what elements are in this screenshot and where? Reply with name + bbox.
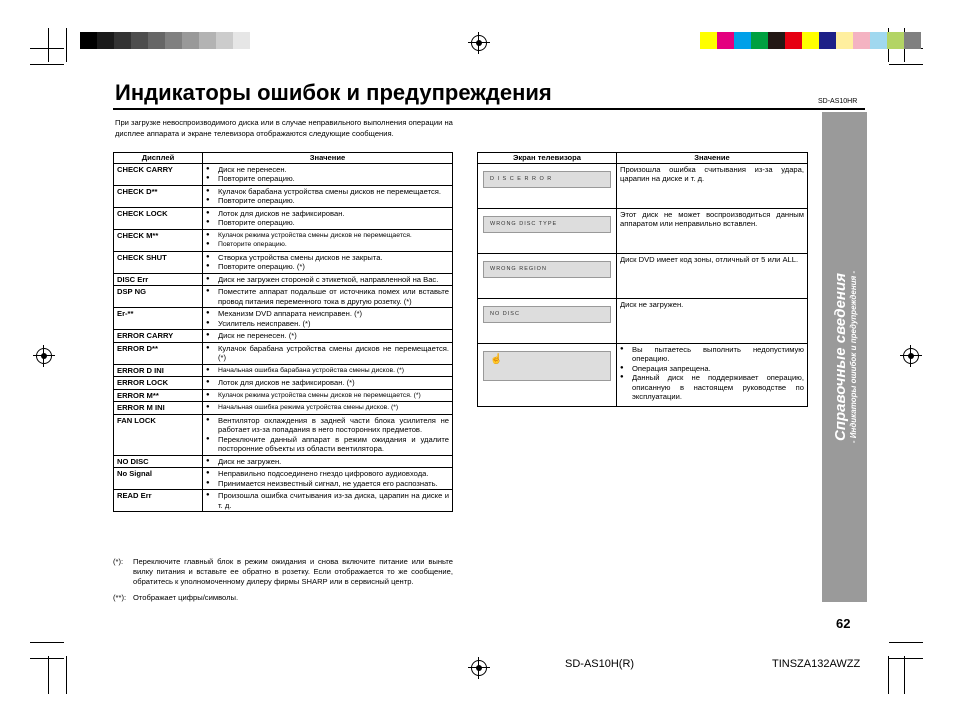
error-code: ERROR LOCK — [114, 377, 203, 390]
table-row — [114, 185, 453, 207]
table-row — [114, 364, 453, 377]
error-code: ERROR M** — [114, 389, 203, 402]
meaning-item: ● Створка устройства смены дисков не закрыта. — [206, 253, 449, 263]
color-calibration-bar — [700, 32, 921, 49]
tv-screen-cell — [478, 253, 617, 298]
meaning-item: ● Вентилятор охлаждения в задней части блока усилителя не работает из-за попадания в него посторонних предметов. — [206, 416, 449, 435]
footnote-text: Отображает цифры/символы. — [133, 593, 239, 602]
error-meaning — [203, 185, 453, 207]
column-header-meaning: Значение — [617, 153, 808, 164]
meaning-item: ● Диск не перенесен. (*) — [206, 331, 449, 341]
tv-screen-cell — [478, 298, 617, 343]
registration-target-icon — [471, 660, 487, 676]
footnotes — [113, 557, 453, 603]
color-swatch — [182, 32, 199, 49]
section-tab — [822, 112, 867, 602]
error-code: DISC Err — [114, 273, 203, 286]
tv-screen-message: WRONG REGION — [483, 261, 611, 279]
color-swatch — [700, 32, 717, 49]
meaning-item: ● Вы пытаетесь выполнить недопустимую операцию. — [620, 345, 804, 364]
color-swatch — [114, 32, 131, 49]
meaning-item: ● Кулачок барабана устройства смены дисков не перемещается. — [206, 187, 449, 197]
table-row — [114, 163, 453, 185]
table-row — [114, 490, 453, 512]
table-row — [114, 389, 453, 402]
table-row — [114, 286, 453, 308]
error-meaning — [203, 273, 453, 286]
meaning-item: ● Лоток для дисков не зафиксирован. (*) — [206, 378, 449, 388]
footnote — [113, 557, 453, 587]
meaning-item: ● Операция запрещена. — [620, 364, 804, 374]
meaning-item: ● Повторите операцию. — [206, 218, 449, 228]
meaning-item: ● Начальная ошибка барабана устройства смены дисков. (*) — [206, 366, 449, 376]
error-code: ERROR D** — [114, 342, 203, 364]
table-row — [478, 253, 808, 298]
error-code: No Signal — [114, 468, 203, 490]
title-rule — [113, 108, 865, 110]
tv-screen-cell — [478, 163, 617, 208]
model-label: SD-AS10HR — [818, 98, 858, 105]
color-swatch — [802, 32, 819, 49]
meaning-item: ● Повторите операцию. (*) — [206, 262, 449, 272]
error-code: CHECK LOCK — [114, 207, 203, 229]
meaning-item: ● Повторите операцию. — [206, 174, 449, 184]
screen-meaning: Этот диск не может воспроизводиться данным аппаратом или неправильно вставлен. — [617, 208, 808, 253]
color-swatch — [785, 32, 802, 49]
table-row — [114, 468, 453, 490]
tv-screen-message — [483, 351, 611, 381]
error-meaning — [203, 330, 453, 343]
meaning-item: ● Данный диск не поддерживает операцию, описанную в настоящем руководстве по эксплуатации. — [620, 373, 804, 402]
tv-screen-table — [477, 152, 808, 407]
error-code: CHECK SHUT — [114, 251, 203, 273]
meaning-item: ● Усилитель неисправен. (*) — [206, 319, 449, 329]
meaning-item: ● Неправильно подсоединено гнездо цифрового аудиовхода. — [206, 469, 449, 479]
table-row — [478, 163, 808, 208]
color-swatch — [97, 32, 114, 49]
color-swatch — [80, 32, 97, 49]
meaning-item: ● Механизм DVD аппарата неисправен. (*) — [206, 309, 449, 319]
error-meaning — [203, 377, 453, 390]
meaning-item: ● Кулачок режима устройства смены дисков не перемещается. (*) — [206, 391, 449, 401]
table-row — [114, 402, 453, 415]
page-title: Индикаторы ошибок и предупреждения — [115, 80, 552, 105]
error-code: READ Err — [114, 490, 203, 512]
error-meaning — [203, 163, 453, 185]
color-swatch — [751, 32, 768, 49]
column-header-display: Дисплей — [114, 153, 203, 164]
meaning-item: ● Кулачок барабана устройства смены дисков не перемещается. (*) — [206, 344, 449, 363]
tv-screen-cell — [478, 208, 617, 253]
error-code: NO DISC — [114, 455, 203, 468]
table-row — [114, 377, 453, 390]
footer-model: SD-AS10H(R) — [565, 658, 635, 670]
footer-code: TINSZA132AWZZ — [772, 658, 861, 670]
footnote — [113, 593, 453, 603]
meaning-item: ● Диск не перенесен. — [206, 165, 449, 175]
color-swatch — [233, 32, 250, 49]
error-code: ERROR CARRY — [114, 330, 203, 343]
color-swatch — [216, 32, 233, 49]
table-row — [114, 342, 453, 364]
registration-target-icon — [36, 348, 52, 364]
section-tab-title: Справочные сведения — [831, 273, 849, 441]
table-row — [114, 308, 453, 330]
error-code: ERROR D INI — [114, 364, 203, 377]
column-header-meaning: Значение — [203, 153, 453, 164]
column-header-screen: Экран телевизора — [478, 153, 617, 164]
error-code: FAN LOCK — [114, 414, 203, 455]
error-code: Er-** — [114, 308, 203, 330]
error-meaning — [203, 389, 453, 402]
color-swatch — [819, 32, 836, 49]
page-number: 62 — [836, 616, 851, 631]
error-meaning — [203, 490, 453, 512]
error-code: CHECK D** — [114, 185, 203, 207]
error-code: CHECK CARRY — [114, 163, 203, 185]
screen-meaning — [617, 343, 808, 406]
meaning-item: ● Диск не загружен стороной с этикеткой, направленной на Вас. — [206, 275, 449, 285]
meaning-item: ● Повторите операцию. — [206, 240, 449, 250]
display-error-table — [113, 152, 453, 512]
color-swatch — [904, 32, 921, 49]
screen-meaning: Произошла ошибка считывания из-за удара, царапин на диске и т. д. — [617, 163, 808, 208]
color-swatch — [853, 32, 870, 49]
hand-prohibited-icon: ☝ — [490, 353, 504, 365]
error-meaning — [203, 402, 453, 415]
error-meaning — [203, 207, 453, 229]
error-meaning — [203, 342, 453, 364]
table-row — [114, 251, 453, 273]
footnote-text: Переключите главный блок в режим ожидания и снова включите питание или выньте вилку питания и вставьте ее обратно в розетку. Если отображается то же сообщение, обратитесь к уполномоченному дилеру фирмы SHARP или в сервисный центр. — [133, 557, 453, 586]
table-row — [114, 330, 453, 343]
meaning-item: ● Кулачок режима устройства смены дисков не перемещается. — [206, 231, 449, 241]
intro-text: При загрузке невоспроизводимого диска или в случае неправильного выполнения операции на дисплее аппарата и экране телевизора отображаются следующие сообщения. — [115, 118, 453, 138]
meaning-item: ● Лоток для дисков не зафиксирован. — [206, 209, 449, 219]
color-swatch — [768, 32, 785, 49]
color-swatch — [199, 32, 216, 49]
meaning-item: ● Переключите данный аппарат в режим ожидания и удалите посторонние объекты из области вентилятора. — [206, 435, 449, 454]
registration-target-icon — [903, 348, 919, 364]
screen-meaning: Диск DVD имеет код зоны, отличный от 5 или ALL. — [617, 253, 808, 298]
color-swatch — [836, 32, 853, 49]
color-swatch — [717, 32, 734, 49]
error-meaning — [203, 364, 453, 377]
meaning-item: ● Повторите операцию. — [206, 196, 449, 206]
table-row — [478, 208, 808, 253]
meaning-item: ● Диск не загружен. — [206, 457, 449, 467]
registration-target-icon — [471, 35, 487, 51]
footnote-key: (*): — [113, 557, 124, 566]
color-swatch — [734, 32, 751, 49]
tv-screen-message: WRONG DISC TYPE — [483, 216, 611, 234]
error-meaning — [203, 468, 453, 490]
error-meaning — [203, 414, 453, 455]
screen-meaning: Диск не загружен. — [617, 298, 808, 343]
error-meaning — [203, 455, 453, 468]
table-row — [114, 414, 453, 455]
color-swatch — [870, 32, 887, 49]
color-swatch — [165, 32, 182, 49]
error-code: ERROR M INI — [114, 402, 203, 415]
error-code: DSP NG — [114, 286, 203, 308]
tv-screen-message: D I S C E R R O R — [483, 171, 611, 189]
table-row — [478, 343, 808, 406]
error-meaning — [203, 229, 453, 251]
error-meaning — [203, 251, 453, 273]
footnote-key: (**): — [113, 593, 127, 602]
meaning-item: ● Принимается неизвестный сигнал, не удается его распознать. — [206, 479, 449, 489]
error-meaning — [203, 308, 453, 330]
table-row — [114, 207, 453, 229]
tv-screen-message: NO DISC — [483, 306, 611, 324]
tv-screen-cell — [478, 343, 617, 406]
error-meaning — [203, 286, 453, 308]
meaning-item: ● Произошла ошибка считывания из-за диска, царапин на диске и т. д. — [206, 491, 449, 510]
table-row — [114, 455, 453, 468]
meaning-item: ● Начальная ошибка режима устройства смены дисков. (*) — [206, 403, 449, 413]
gray-calibration-bar — [80, 32, 250, 49]
table-row — [478, 298, 808, 343]
color-swatch — [131, 32, 148, 49]
section-tab-subtitle: - Индикаторы ошибок и предупреждения - — [848, 270, 858, 444]
meaning-item: ● Поместите аппарат подальше от источника помех или вставьте провод питания переменного тока в другую розетку. (*) — [206, 287, 449, 306]
color-swatch — [148, 32, 165, 49]
error-code: CHECK M** — [114, 229, 203, 251]
table-row — [114, 273, 453, 286]
table-row — [114, 229, 453, 251]
color-swatch — [887, 32, 904, 49]
